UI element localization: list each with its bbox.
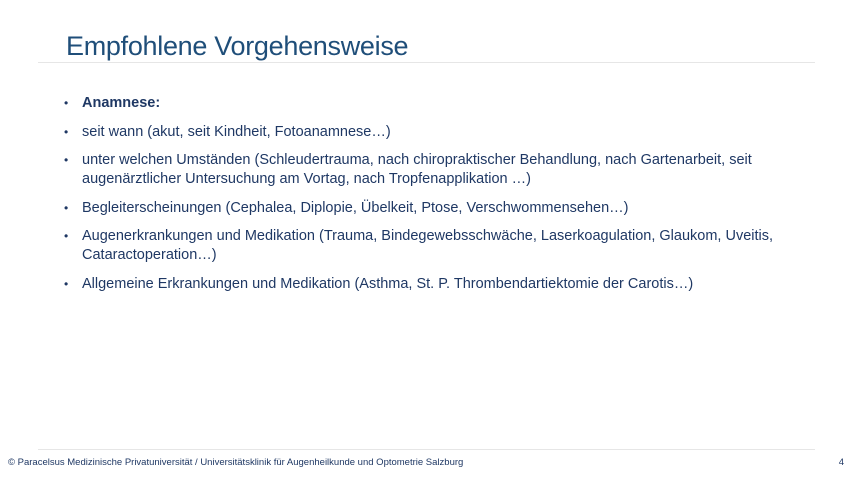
bullet-icon: • xyxy=(64,200,69,215)
bullet-item xyxy=(64,199,804,218)
bullet-item xyxy=(64,123,804,142)
bullet-item xyxy=(64,94,804,113)
bullet-icon: • xyxy=(64,153,69,167)
slide-title: Empfohlene Vorgehensweise xyxy=(66,31,409,61)
footer-copyright: © Paracelsus Medizinische Privatuniversität / Universitätsklinik für Augenheilkunde und Optometrie Salzburg xyxy=(8,457,464,468)
bullet-text: unter welchen Umständen (Schleudertrauma, nach chiropraktischer Behandlung, nach Gartenarbeit, seit augenärztlicher Untersuchung am Vortag, nach Tropfenapplikation …) xyxy=(82,152,752,187)
bullet-list xyxy=(64,94,804,303)
bullet-icon: • xyxy=(64,229,69,243)
bullet-item xyxy=(64,227,804,265)
bullet-text: seit wann (akut, seit Kindheit, Fotoanamnese…) xyxy=(82,123,391,140)
title-divider xyxy=(38,62,815,63)
bullet-icon: • xyxy=(64,124,69,139)
bullet-item xyxy=(64,275,804,294)
bullet-text: Allgemeine Erkrankungen und Medikation (Asthma, St. P. Thrombendartiektomie der Carotis…) xyxy=(82,275,694,292)
bullet-text: Augenerkrankungen und Medikation (Trauma, Bindegewebsschwäche, Laserkoagulation, Glaukom, Uveitis, Cataractoperation…) xyxy=(82,228,774,263)
bullet-text: Anamnese: xyxy=(82,95,161,111)
bullet-icon: • xyxy=(64,96,69,110)
bullet-text: Begleiterscheinungen (Cephalea, Diplopie, Übelkeit, Ptose, Verschwommensehen…) xyxy=(82,199,629,216)
bullet-icon: • xyxy=(64,276,69,291)
footer-divider xyxy=(38,449,815,450)
bullet-item xyxy=(64,151,804,189)
page-number: 4 xyxy=(838,457,844,468)
